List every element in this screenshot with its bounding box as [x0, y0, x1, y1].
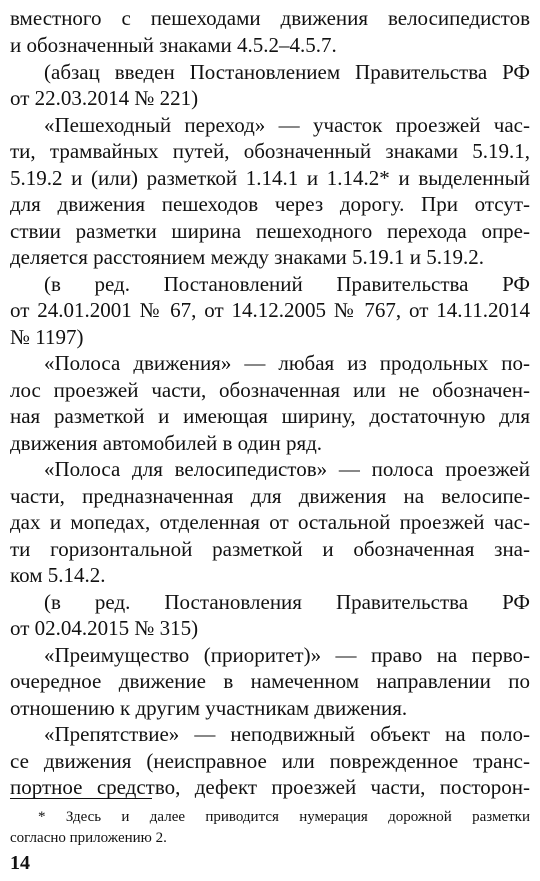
text-line: очередное движение в намеченном направлении по [10, 669, 530, 693]
text-line: (абзац введен Постановлением Правительства РФ [44, 60, 530, 84]
text-line: (в ред. Постановления Правительства РФ [44, 590, 530, 614]
text-line: портное средство, дефект проезжей части, посторон- [10, 775, 530, 799]
text-line: (в ред. Постановлений Правительства РФ [44, 272, 530, 296]
text-line: лос проезжей части, обозначенная или не обозначен- [10, 378, 530, 402]
text-line: от 02.04.2015 № 315) [10, 616, 199, 640]
text-line: отношению к другим участникам движения. [10, 696, 408, 720]
text-line: от 24.01.2001 № 67, от 14.12.2005 № 767, от 14.11.2014 [10, 298, 530, 322]
text-line: от 22.03.2014 № 221) [10, 86, 199, 110]
text-line: «Преимущество (приоритет)» — право на перво- [44, 643, 530, 667]
text-line: дах и мопедах, отделенная от остальной проезжей час- [10, 510, 530, 534]
text-line: части, предназначенная для движения на велосипе- [10, 484, 530, 508]
text-line: деляется расстоянием между знаками 5.19.1 и 5.19.2. [10, 245, 484, 269]
text-line: вместного с пешеходами движения велосипедистов [10, 6, 530, 30]
page-number: 14 [10, 852, 30, 874]
text-line: «Препятствие» — неподвижный объект на поло- [44, 722, 530, 746]
text-line: се движения (неисправное или поврежденное транс- [10, 749, 530, 773]
text-line: ти, трамвайных путей, обозначенный знаками 5.19.1, [10, 139, 530, 163]
text-line: и обозначенный знаками 4.5.2–4.5.7. [10, 33, 337, 57]
text-line: № 1197) [10, 325, 84, 349]
text-line: «Пешеходный переход» — участок проезжей час- [44, 113, 530, 137]
text-line: 5.19.2 и (или) разметкой 1.14.1 и 1.14.2* и выделенный [10, 166, 530, 190]
text-line: ком 5.14.2. [10, 563, 106, 587]
text-line: ти горизонтальной разметкой и обозначенная зна- [10, 537, 530, 561]
text-line: движения автомобилей в один ряд. [10, 431, 323, 455]
text-line: «Полоса движения» — любая из продольных по- [44, 351, 530, 375]
footnote-line: * Здесь и далее приводится нумерация дорожной разметки [38, 809, 530, 825]
text-line: для движения пешеходов через дорогу. При отсут- [10, 192, 530, 216]
text-line: ная разметкой и имеющая ширину, достаточную для [10, 404, 530, 428]
text-line: ствии разметки ширина пешеходного перехода опре- [10, 219, 530, 243]
footnote-divider [10, 798, 152, 799]
text-line: «Полоса для велосипедистов» — полоса проезжей [44, 457, 530, 481]
footnote-line: согласно приложению 2. [10, 830, 167, 846]
